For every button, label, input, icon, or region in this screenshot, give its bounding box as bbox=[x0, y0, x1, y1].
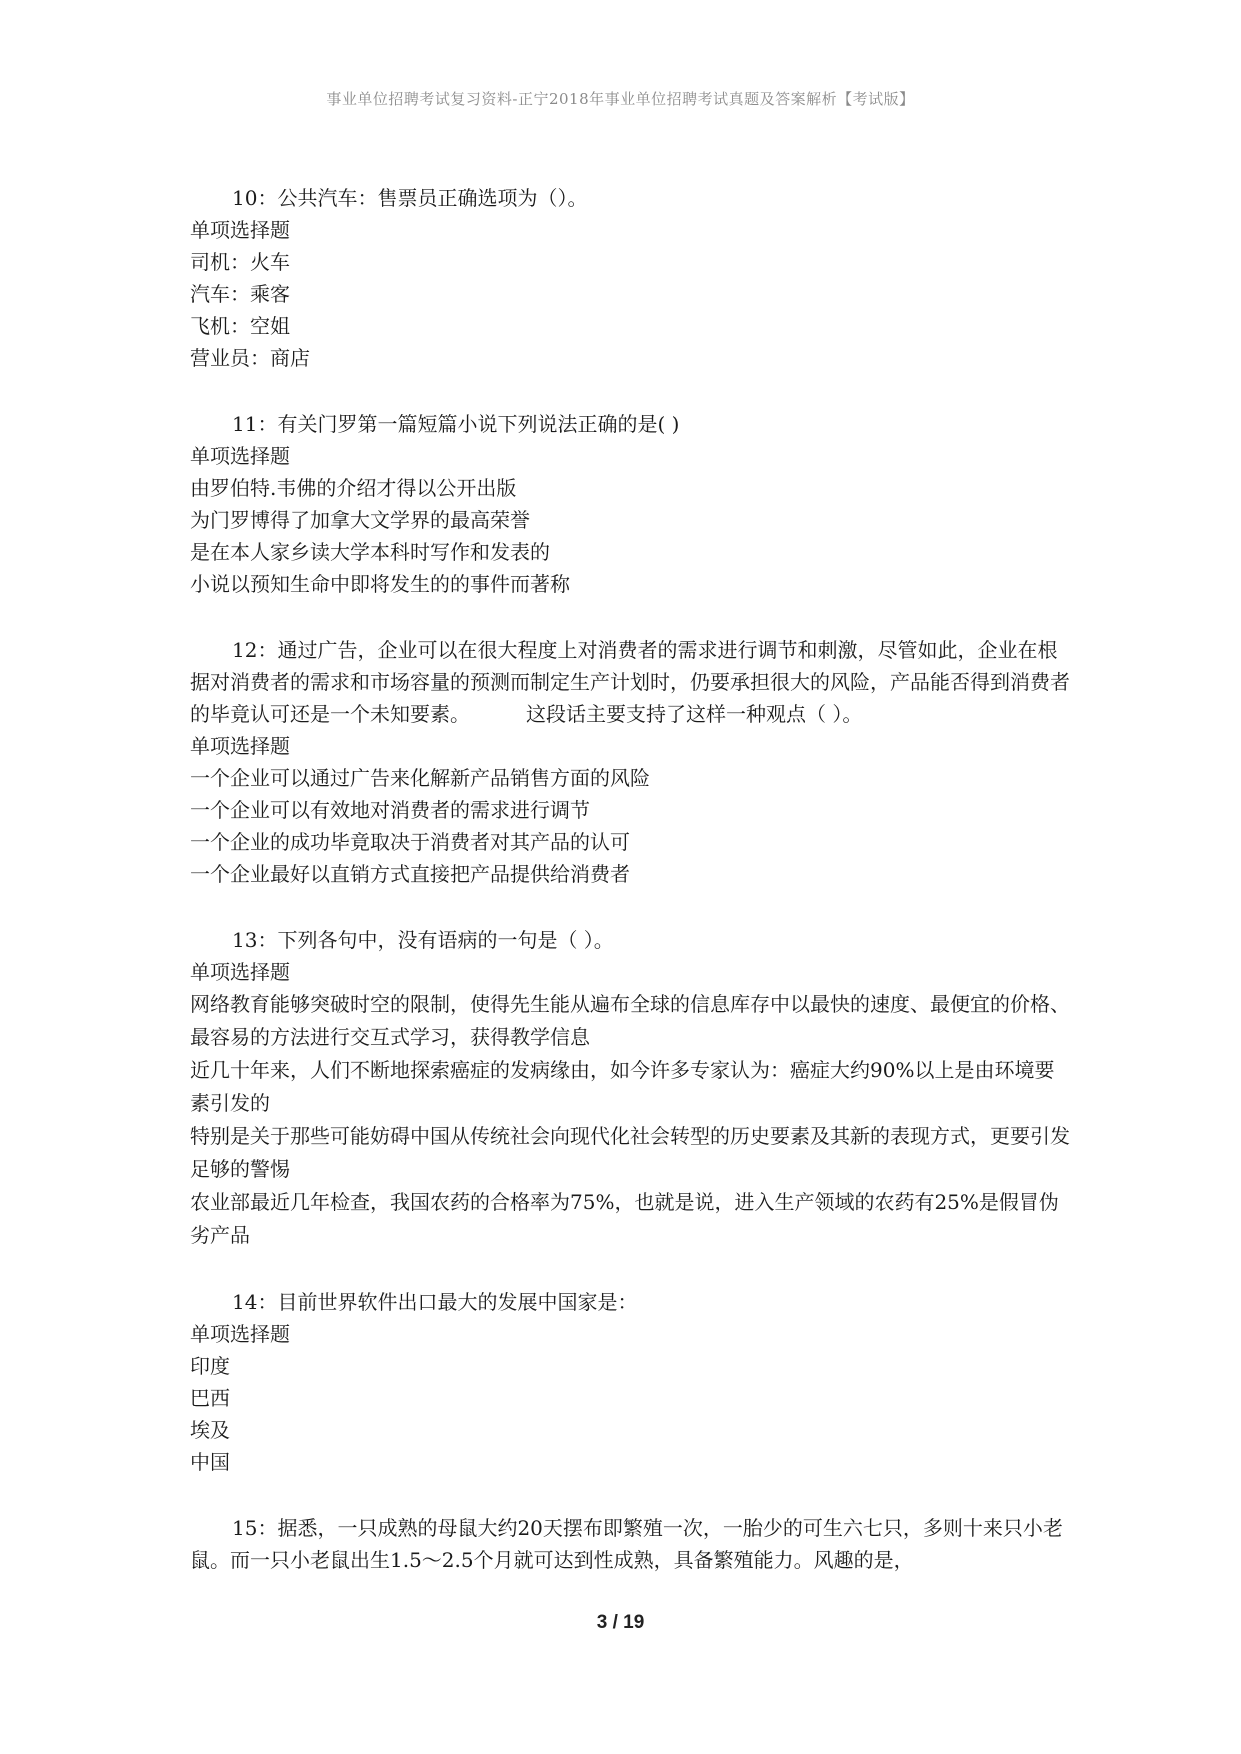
question-stem: 14：目前世界软件出口最大的发展中国家是： bbox=[232, 1290, 638, 1314]
option-a: 司机：火车 bbox=[190, 250, 290, 274]
question-stem: 15：据悉，一只成熟的母鼠大约20天摆布即繁殖一次，一胎少的可生六七只，多则十来只小老鼠。而一只小老鼠出生1.5～2.5个月就可达到性成熟，具备繁殖能力。风趣的是， bbox=[190, 1516, 1063, 1572]
question-15 bbox=[190, 1512, 1070, 1576]
question-10 bbox=[190, 182, 1070, 374]
question-12 bbox=[190, 634, 1070, 890]
question-stem-prompt: 这段话主要支持了这样一种观点（ ）。 bbox=[526, 702, 863, 726]
option-a: 印度 bbox=[190, 1354, 230, 1378]
option-b: 汽车：乘客 bbox=[190, 282, 290, 306]
option-a: 一个企业可以通过广告来化解新产品销售方面的风险 bbox=[190, 766, 650, 790]
page-header: 事业单位招聘考试复习资料-正宁2018年事业单位招聘考试真题及答案解析【考试版】 bbox=[326, 90, 915, 108]
question-type: 单项选择题 bbox=[190, 734, 290, 758]
option-c: 是在本人家乡读大学本科时写作和发表的 bbox=[190, 540, 550, 564]
option-c: 埃及 bbox=[190, 1418, 230, 1442]
option-b: 一个企业可以有效地对消费者的需求进行调节 bbox=[190, 798, 590, 822]
option-b: 巴西 bbox=[190, 1386, 230, 1410]
option-a: 由罗伯特.韦佛的介绍才得以公开出版 bbox=[190, 476, 517, 500]
question-11 bbox=[190, 408, 1070, 600]
option-b: 为门罗博得了加拿大文学界的最高荣誉 bbox=[190, 508, 530, 532]
option-d: 一个企业最好以直销方式直接把产品提供给消费者 bbox=[190, 862, 630, 886]
question-type: 单项选择题 bbox=[190, 960, 290, 984]
question-stem: 11：有关门罗第一篇短篇小说下列说法正确的是( ) bbox=[232, 412, 680, 436]
option-d: 小说以预知生命中即将发生的的事件而著称 bbox=[190, 572, 570, 596]
option-d: 中国 bbox=[190, 1450, 230, 1474]
question-stem: 10：公共汽车：售票员正确选项为（）。 bbox=[232, 186, 588, 210]
question-type: 单项选择题 bbox=[190, 218, 290, 242]
option-c: 一个企业的成功毕竟取决于消费者对其产品的认可 bbox=[190, 830, 630, 854]
document-body bbox=[190, 182, 1070, 1610]
option-c: 特别是关于那些可能妨碍中国从传统社会向现代化社会转型的历史要素及其新的表现方式，更要引发足够的警惕 bbox=[190, 1124, 1070, 1181]
question-13 bbox=[190, 924, 1070, 1252]
option-d: 营业员：商店 bbox=[190, 346, 310, 370]
question-type: 单项选择题 bbox=[190, 1322, 290, 1346]
question-stem bbox=[190, 634, 1070, 730]
option-c: 飞机：空姐 bbox=[190, 314, 290, 338]
question-type: 单项选择题 bbox=[190, 444, 290, 468]
question-stem-text: 12：通过广告，企业可以在很大程度上对消费者的需求进行调节和刺激，尽管如此，企业在根据对消费者的需求和市场容量的预测而制定生产计划时，仍要承担很大的风险，产品能否得到消费者的毕竟认可还是一个未知要素。 bbox=[190, 638, 1070, 726]
question-14 bbox=[190, 1286, 1070, 1478]
option-b: 近几十年来，人们不断地探索癌症的发病缘由，如今许多专家认为：癌症大约90%以上是由环境要素引发的 bbox=[190, 1058, 1055, 1115]
option-a: 网络教育能够突破时空的限制，使得先生能从遍布全球的信息库存中以最快的速度、最便宜的价格、最容易的方法进行交互式学习，获得教学信息 bbox=[190, 992, 1070, 1049]
page-number: 3 / 19 bbox=[596, 1612, 645, 1633]
option-d: 农业部最近几年检查，我国农药的合格率为75%，也就是说，进入生产领域的农药有25%是假冒伪劣产品 bbox=[190, 1190, 1059, 1247]
question-stem: 13：下列各句中，没有语病的一句是（ ）。 bbox=[232, 928, 614, 952]
